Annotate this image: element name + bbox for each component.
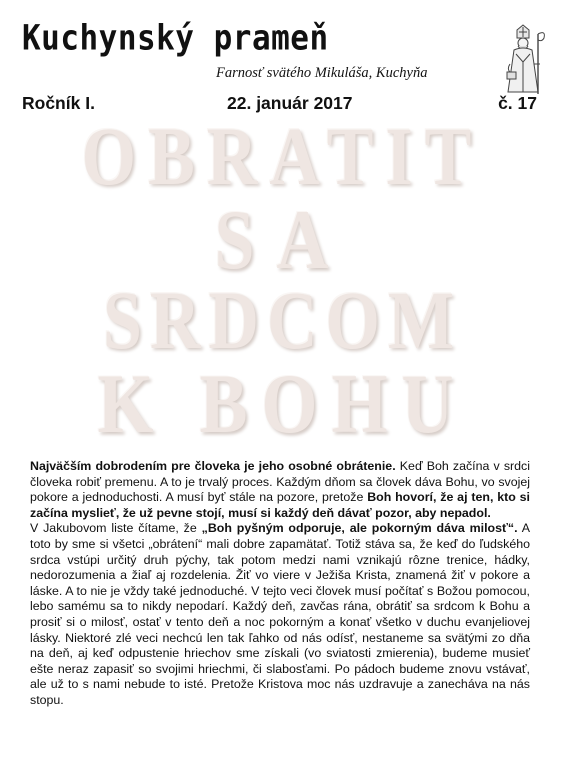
issue-volume: Ročník I. [22,93,95,113]
article-text: A toto by sme si všetci „obrátení“ mali dobre zapamätať. Totiž stáva sa, že keď do ľudského srdca vstúpi určitý druh pýchy, tak potom medzi nami vznikajú rôzne trenice, hádky, nedorozumenia a žiaľ aj rozdelenia. Žiť vo viere v Ježiša Krista, znamená žiť v pokore a láske. A to nie je vždy také jednoduché. V tejto veci človek musí počítať s Božou pomocou, lebo samému sa to nikdy nepodarí. Každý deň, zavčas rána, obrátiť sa srdcom k Bohu a prosiť si o milosť, ostať v tento deň a noc pokorným a konať všetko v duchu evanjeliovej lásky. Niektoré zlé veci nechcú len tak ľahko od nás odísť, nestaneme sa svätými zo dňa na deň, aj keď odpustenie hriechov sme získali (vo sviatosti zmierenia), budeme musieť ešte neraz zapasiť so svojimi hriechmi, či slabosťami. Po pádoch budeme znovu vstávať, ale už to s nami nebude to isté. Pretože Kristova moc nás uzdravuje a zanecháva na nás stopu. [30,521,530,707]
issue-date: 22. január 2017 [227,93,353,113]
article-quote-bold: „Boh pyšným odporuje, ale pokorným dáva milosť“. [201,521,518,536]
article-text-bold: Najväčším dobrodením pre človeka je jeho osobné obrátenie. [30,459,396,473]
article-paragraph [30,521,530,708]
newsletter-title: Kuchynský prameň [22,18,329,59]
headline-line: OBRATIT [81,111,484,203]
article-body [30,459,530,709]
saint-nicholas-icon [494,24,552,96]
article-paragraph [30,459,530,521]
headline-line: SRDCOM [102,275,463,367]
parish-subtitle: Farnosť svätého Mikuláša, Kuchyňa [216,65,428,81]
headline [20,111,545,460]
headline-line: SA [214,192,351,288]
article-text: Keď Boh začína v srdci človeka robiť premenu. A to je trvalý proces. Každým dňom sa človek dáva Bohu, vo svojej pokore a jednoduchosti. A musí byť stále na pozore, pretože [30,459,531,505]
headline-line: K BOHU [97,356,468,452]
issue-number: č. 17 [498,93,537,113]
article-text: V Jakubovom liste čítame, že [30,521,202,536]
article-text-bold: Boh hovorí, že aj ten, kto si začína myslieť, že už pevne stojí, musí si každý deň dávať pozor, aby nepadol. [30,490,530,520]
